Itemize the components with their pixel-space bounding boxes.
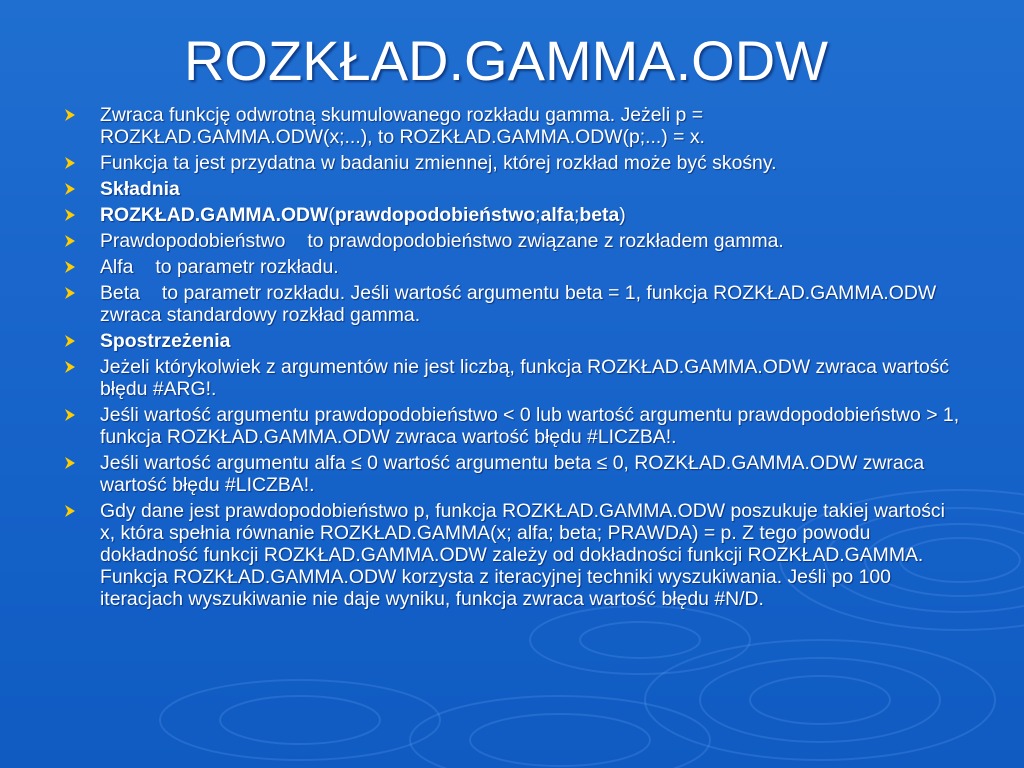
- syntax-arg-alpha: alfa: [540, 204, 574, 226]
- slide-title: ROZKŁAD.GAMMA.ODW: [183, 29, 829, 92]
- bullet-text: Jeśli wartość argumentu alfa ≤ 0 wartość argumentu beta ≤ 0, ROZKŁAD.GAMMA.ODW zwraca wartość błędu #LICZBA!.: [100, 452, 925, 496]
- syntax-arg-beta: beta: [579, 204, 620, 226]
- argument-definition: [60, 282, 960, 326]
- syntax-line: [60, 204, 960, 226]
- syntax-separator: ;: [573, 204, 580, 226]
- bullet-text: Funkcja ta jest przydatna w badaniu zmiennej, której rozkład może być skośny.: [100, 152, 777, 174]
- argument-description: to parametr rozkładu.: [155, 256, 339, 278]
- triangle-arrow-icon: [63, 108, 77, 122]
- argument-term: Beta: [100, 282, 140, 304]
- bullet-item: [60, 500, 960, 610]
- syntax-open-paren: (: [328, 204, 335, 226]
- syntax-arg-probability: prawdopodobieństwo: [334, 204, 536, 226]
- section-heading-text: Spostrzeżenia: [100, 330, 231, 352]
- triangle-arrow-icon: [63, 260, 77, 274]
- triangle-arrow-icon: [63, 408, 77, 422]
- bullet-text: Jeśli wartość argumentu prawdopodobieństwo < 0 lub wartość argumentu prawdopodobieństwo > 1, funkcja ROZKŁAD.GAMMA.ODW zwraca wartość błędu #LICZBA!.: [100, 404, 960, 448]
- triangle-arrow-icon: [63, 234, 77, 248]
- argument-description: to parametr rozkładu. Jeśli wartość argumentu beta = 1, funkcja ROZKŁAD.GAMMA.ODW zwraca standardowy rozkład gamma.: [100, 282, 937, 326]
- triangle-arrow-icon: [63, 456, 77, 470]
- section-heading-syntax: [60, 178, 960, 200]
- bullet-text: Gdy dane jest prawdopodobieństwo p, funkcja ROZKŁAD.GAMMA.ODW poszukuje takiej wartości x, która spełnia równanie ROZKŁAD.GAMMA(x; alfa; beta; PRAWDA) = p. Z tego powodu dokładność funkcji ROZKŁAD.GAMMA.ODW zależy od dokładności funkcji ROZKŁAD.GAMMA. Funkcja ROZKŁAD.GAMMA.ODW korzysta z iteracyjnej techniki wyszukiwania. Jeśli po 100 iteracjach wyszukiwanie nie daje wyniku, funkcja zwraca wartość błędu #N/D.: [100, 500, 945, 610]
- syntax-close-paren: ): [619, 204, 626, 226]
- bullet-text: Jeżeli którykolwiek z argumentów nie jest liczbą, funkcja ROZKŁAD.GAMMA.ODW zwraca wartość błędu #ARG!.: [100, 356, 950, 400]
- argument-description: to prawdopodobieństwo związane z rozkładem gamma.: [307, 230, 784, 252]
- triangle-arrow-icon: [63, 182, 77, 196]
- section-heading-remarks: [60, 330, 960, 352]
- bullet-text: Zwraca funkcję odwrotną skumulowanego rozkładu gamma. Jeżeli p = ROZKŁAD.GAMMA.ODW(x;...), to ROZKŁAD.GAMMA.ODW(p;...) = x.: [100, 104, 705, 148]
- triangle-arrow-icon: [63, 334, 77, 348]
- bullet-item: [60, 356, 960, 400]
- triangle-arrow-icon: [63, 156, 77, 170]
- triangle-arrow-icon: [63, 286, 77, 300]
- argument-term: Alfa: [100, 256, 134, 278]
- argument-definition: [60, 256, 960, 278]
- bullet-list: [60, 104, 960, 614]
- argument-definition: [60, 230, 960, 252]
- bullet-item: [60, 452, 960, 496]
- bullet-item: [60, 104, 960, 148]
- syntax-separator: ;: [535, 204, 541, 226]
- section-heading-text: Składnia: [100, 178, 180, 200]
- syntax-function-name: ROZKŁAD.GAMMA.ODW: [100, 204, 329, 226]
- bullet-item: [60, 404, 960, 448]
- bullet-item: [60, 152, 960, 174]
- triangle-arrow-icon: [63, 208, 77, 222]
- triangle-arrow-icon: [63, 360, 77, 374]
- triangle-arrow-icon: [63, 504, 77, 518]
- argument-term: Prawdopodobieństwo: [100, 230, 286, 252]
